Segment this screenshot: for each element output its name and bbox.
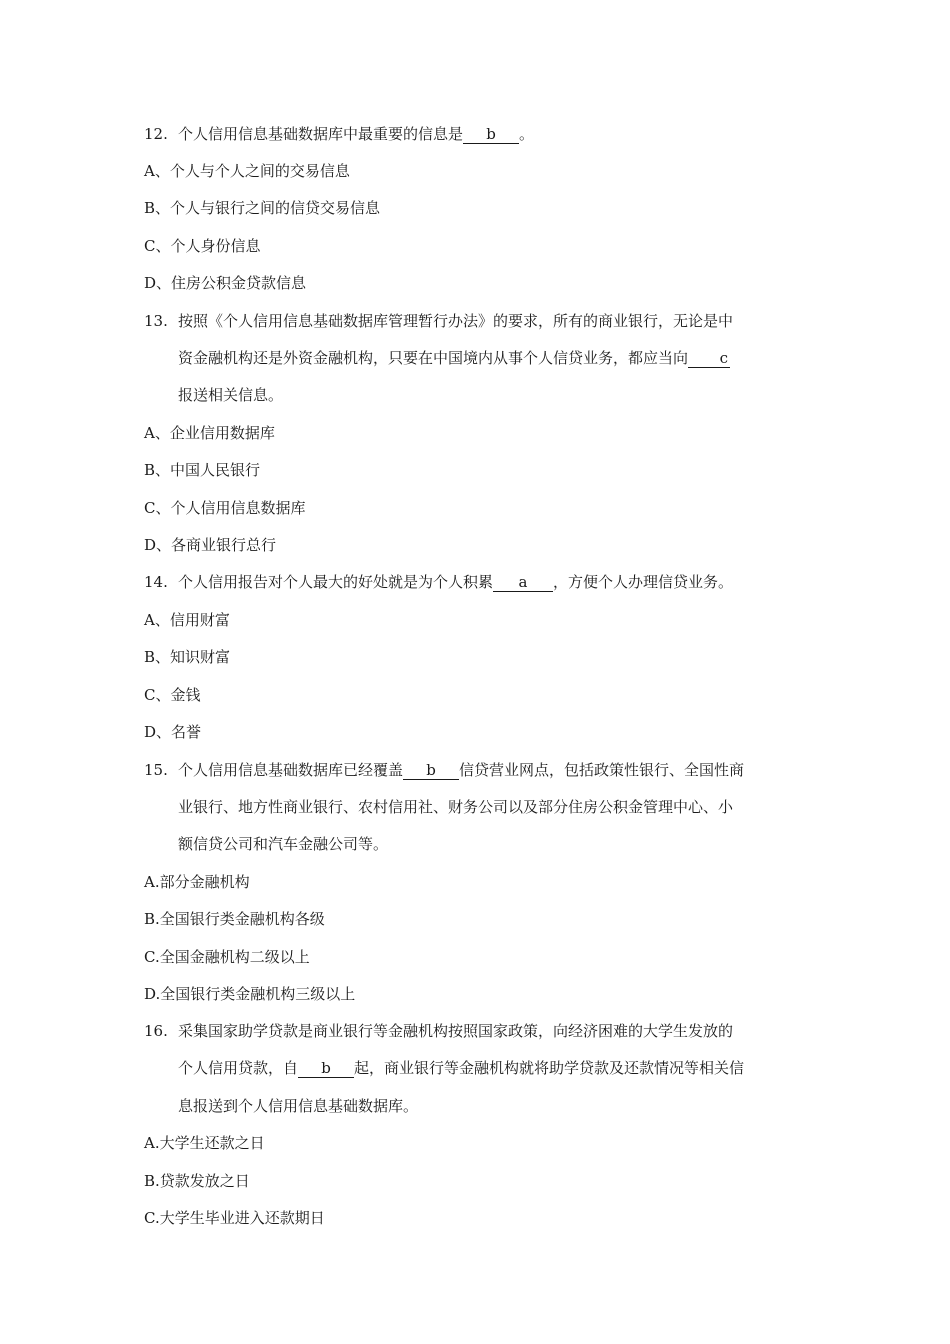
answer-blank: b bbox=[298, 1059, 354, 1078]
question-14-stem bbox=[144, 572, 733, 592]
option-b: B、中国人民银行 bbox=[144, 461, 261, 479]
option-b: B.全国银行类金融机构各级 bbox=[144, 910, 325, 928]
answer-blank: a bbox=[493, 573, 553, 592]
option-b: B、知识财富 bbox=[144, 648, 231, 666]
question-text: 起，商业银行等金融机构就将助学贷款及还款情况等相关信 bbox=[354, 1059, 745, 1077]
question-number: 13. bbox=[144, 312, 168, 330]
question-16-stem bbox=[144, 1021, 733, 1041]
question-text: 资金融机构还是外资金融机构，只要在中国境内从事个人信贷业务，都应当向 bbox=[178, 349, 689, 367]
option-d: D.全国银行类金融机构三级以上 bbox=[144, 985, 356, 1003]
answer-blank: b bbox=[403, 761, 459, 780]
question-number: 16. bbox=[144, 1022, 168, 1040]
question-12-stem bbox=[144, 124, 534, 144]
option-b: B、个人与银行之间的信贷交易信息 bbox=[144, 199, 381, 217]
answer-blank: b bbox=[463, 125, 519, 144]
question-text: 。 bbox=[519, 125, 535, 143]
question-text: 信贷营业网点，包括政策性银行、全国性商 bbox=[459, 761, 745, 779]
question-text: ，方便个人办理信贷业务。 bbox=[553, 573, 734, 591]
question-text: 个人信用报告对个人最大的好处就是为个人积累 bbox=[178, 573, 494, 591]
option-c: C、金钱 bbox=[144, 686, 201, 704]
question-text: 个人信用贷款，自 bbox=[178, 1059, 299, 1077]
option-d: D、各商业银行总行 bbox=[144, 536, 277, 554]
question-text: 个人信用信息基础数据库中最重要的信息是 bbox=[178, 125, 464, 143]
option-d: D、名誉 bbox=[144, 723, 202, 741]
option-c: C、个人信用信息数据库 bbox=[144, 499, 306, 517]
option-c: C.大学生毕业进入还款期日 bbox=[144, 1209, 325, 1227]
question-15-stem bbox=[144, 760, 744, 780]
question-16-stem-line-3: 息报送到个人信用信息基础数据库。 bbox=[178, 1097, 419, 1115]
option-c: C.全国金融机构二级以上 bbox=[144, 948, 310, 966]
question-13-stem bbox=[144, 311, 733, 331]
option-a: A、企业信用数据库 bbox=[144, 424, 275, 442]
option-b: B.贷款发放之日 bbox=[144, 1172, 250, 1190]
answer-blank: c bbox=[688, 349, 730, 368]
question-text: 采集国家助学贷款是商业银行等金融机构按照国家政策，向经济困难的大学生发放的 bbox=[178, 1022, 734, 1040]
question-text: 按照《个人信用信息基础数据库管理暂行办法》的要求，所有的商业银行，无论是中 bbox=[178, 312, 734, 330]
question-number: 12. bbox=[144, 125, 168, 143]
question-16-stem-line-2 bbox=[178, 1058, 744, 1078]
option-a: A.部分金融机构 bbox=[144, 873, 250, 891]
question-15-stem-line-2: 业银行、地方性商业银行、农村信用社、财务公司以及部分住房公积金管理中心、小 bbox=[178, 798, 734, 816]
option-d: D、住房公积金贷款信息 bbox=[144, 274, 307, 292]
option-a: A、个人与个人之间的交易信息 bbox=[144, 162, 350, 180]
question-13-stem-line-2 bbox=[178, 348, 730, 368]
option-a: A、信用财富 bbox=[144, 611, 230, 629]
option-a: A.大学生还款之日 bbox=[144, 1134, 265, 1152]
question-number: 14. bbox=[144, 573, 168, 591]
question-text: 个人信用信息基础数据库已经覆盖 bbox=[178, 761, 404, 779]
question-number: 15. bbox=[144, 761, 168, 779]
question-13-stem-line-3: 报送相关信息。 bbox=[178, 386, 284, 404]
option-c: C、个人身份信息 bbox=[144, 237, 261, 255]
question-15-stem-line-3: 额信贷公司和汽车金融公司等。 bbox=[178, 835, 389, 853]
